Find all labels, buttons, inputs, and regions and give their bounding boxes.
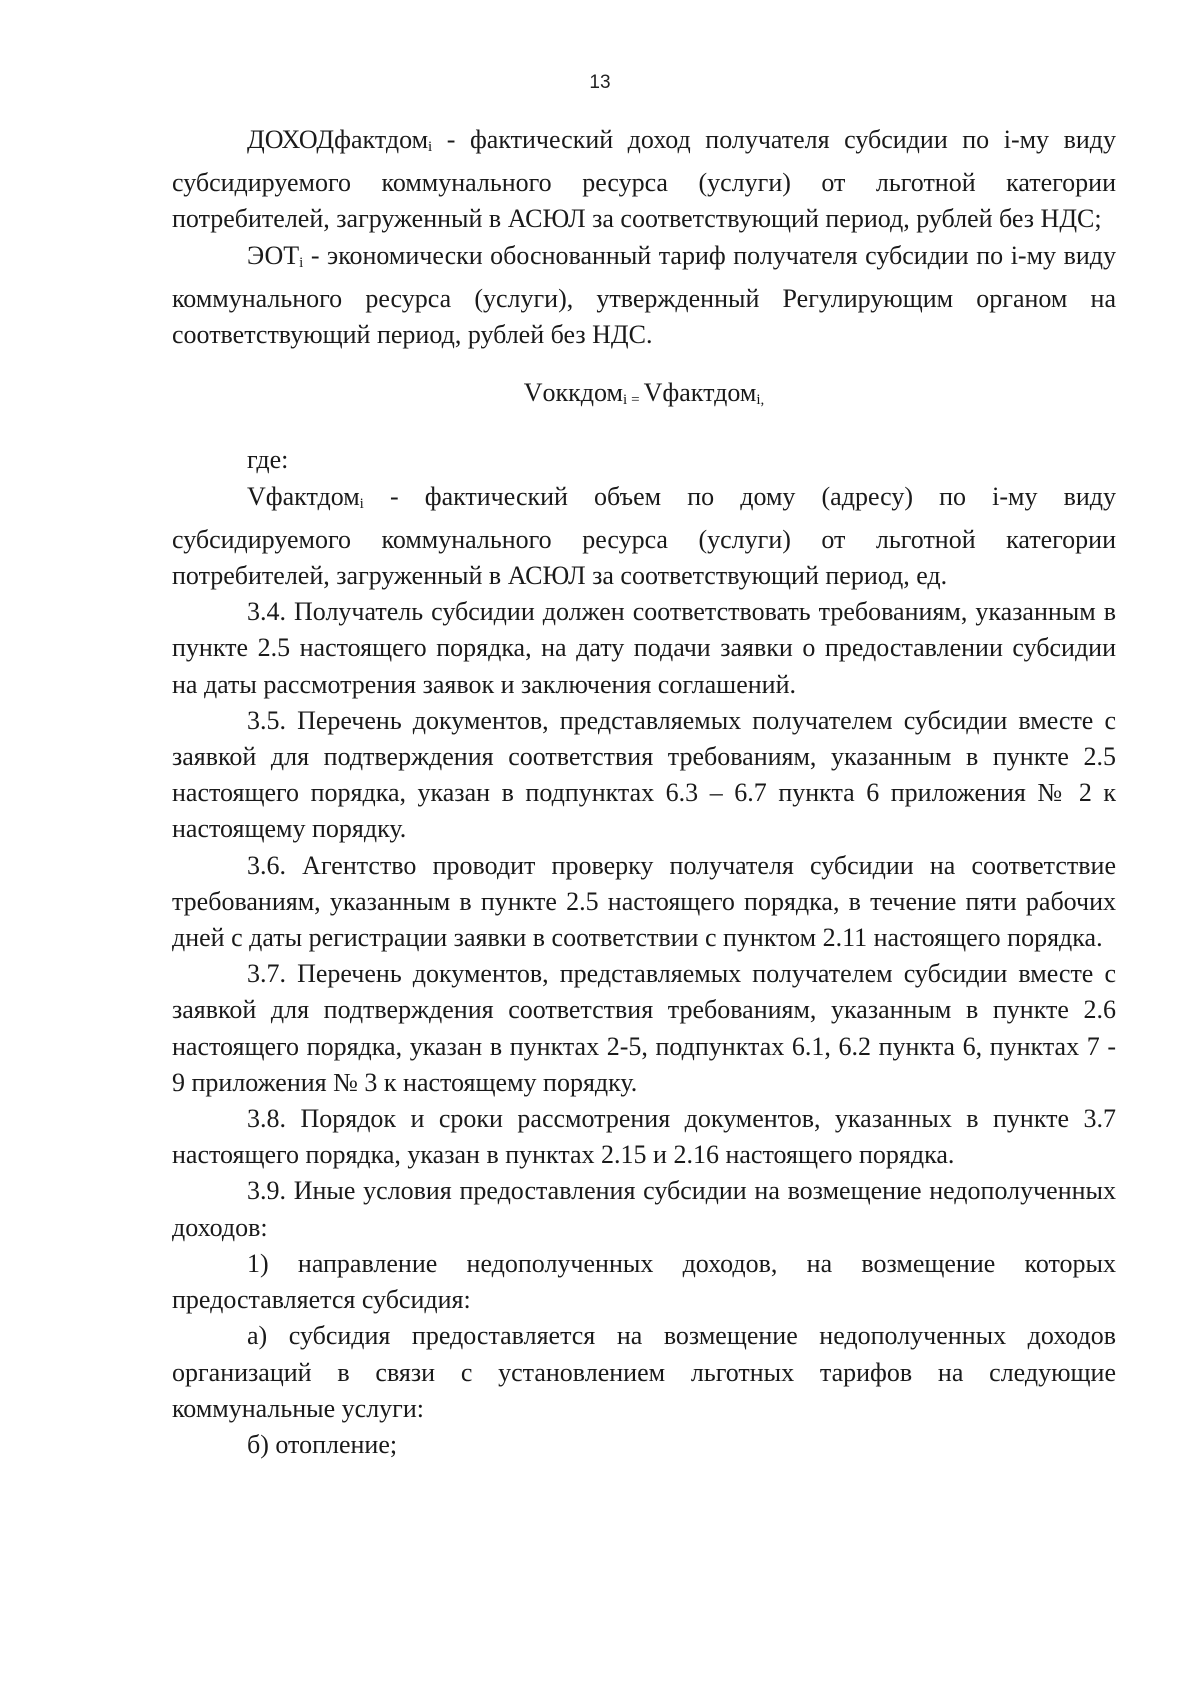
subclause-1: 1) направление недополученных доходов, на возмещение которых предоставляется субсидия: [172, 1248, 1116, 1315]
term: ЭОТ [247, 240, 300, 270]
term-subscript: i [428, 139, 433, 155]
definition-paragraph [172, 122, 1116, 238]
formula [172, 375, 1116, 418]
term: Vфактдом [247, 481, 360, 511]
formula-right-subscript: i, [756, 392, 765, 409]
clause-3-5: 3.5. Перечень документов, представляемых получателем субсидии вместе с заявкой для подтверждения соответствия требованиям, указанным в пункте 2.5 настоящего порядка, указан в подпунктах 6.3 – 6.7 пункта 6 приложения № 2 к настоящему порядку. [172, 705, 1116, 844]
clause-3-8: 3.8. Порядок и сроки рассмотрения документов, указанных в пункте 3.7 настоящего порядка, указан в пунктах 2.15 и 2.16 настоящего порядка. [172, 1104, 1116, 1170]
term-subscript: i [359, 495, 364, 512]
formula-right: Vфактдом [643, 378, 757, 408]
definition-text: - экономически обоснованный тариф получателя субсидии по i-му виду коммунального ресурса (услуги), утвержденный Регулирующим органом на соответствующий период, рублей без НДС. [172, 240, 1116, 350]
definition-text: - фактический объем по дому (адресу) по i-му виду субсидируемого коммунального ресурса (услуги) от льготной категории потребителей, загруженный в АСЮЛ за соответствующий период, ед. [172, 481, 1116, 591]
term-subscript: i [299, 254, 304, 271]
subclause-b: б) отопление; [247, 1429, 398, 1459]
clause-3-6: 3.6. Агентство проводит проверку получателя субсидии на соответствие требованиям, указанным в пункте 2.5 настоящего порядка, в течение пяти рабочих дней с даты регистрации заявки в соответствии с пунктом 2.11 настоящего порядка. [172, 850, 1116, 953]
subclause-a: а) субсидия предоставляется на возмещение недополученных доходов организаций в связи с установлением льготных тарифов на следующие коммунальные услуги: [172, 1321, 1116, 1423]
clause-3-4: 3.4. Получатель субсидии должен соответствовать требованиям, указанным в пункте 2.5 настоящего порядка, на дату подачи заявки о предоставлении субсидии на даты рассмотрения заявок и заключения соглашений. [172, 597, 1116, 699]
document-body [172, 122, 1116, 1463]
definition-paragraph [172, 238, 1116, 354]
clause-3-7: 3.7. Перечень документов, представляемых получателем субсидии вместе с заявкой для подтверждения соответствия требованиям, указанным в пункте 2.6 настоящего порядка, указан в пунктах 2-5, подпунктах 6.1, 6.2 пункта 6, пунктах 7 - 9 приложения № 3 к настоящему порядку. [172, 959, 1116, 1097]
page-number: 13 [589, 72, 611, 93]
definition-paragraph [172, 479, 1116, 595]
formula-equals: = [631, 392, 640, 409]
clause-3-9: 3.9. Иные условия предоставления субсидии на возмещение недополученных доходов: [172, 1176, 1116, 1242]
term: ДОХОДфактдом [247, 125, 429, 154]
definition-text: - фактический доход получателя субсидии по i-му виду субсидируемого коммунального ресурса (услуги) от льготной категории потребителей, загруженный в АСЮЛ за соответствующий период, рублей без НДС; [172, 125, 1116, 234]
where-label: где: [247, 445, 289, 475]
formula-left: Vоккдом [523, 378, 623, 408]
formula-left-subscript: i [623, 392, 628, 409]
